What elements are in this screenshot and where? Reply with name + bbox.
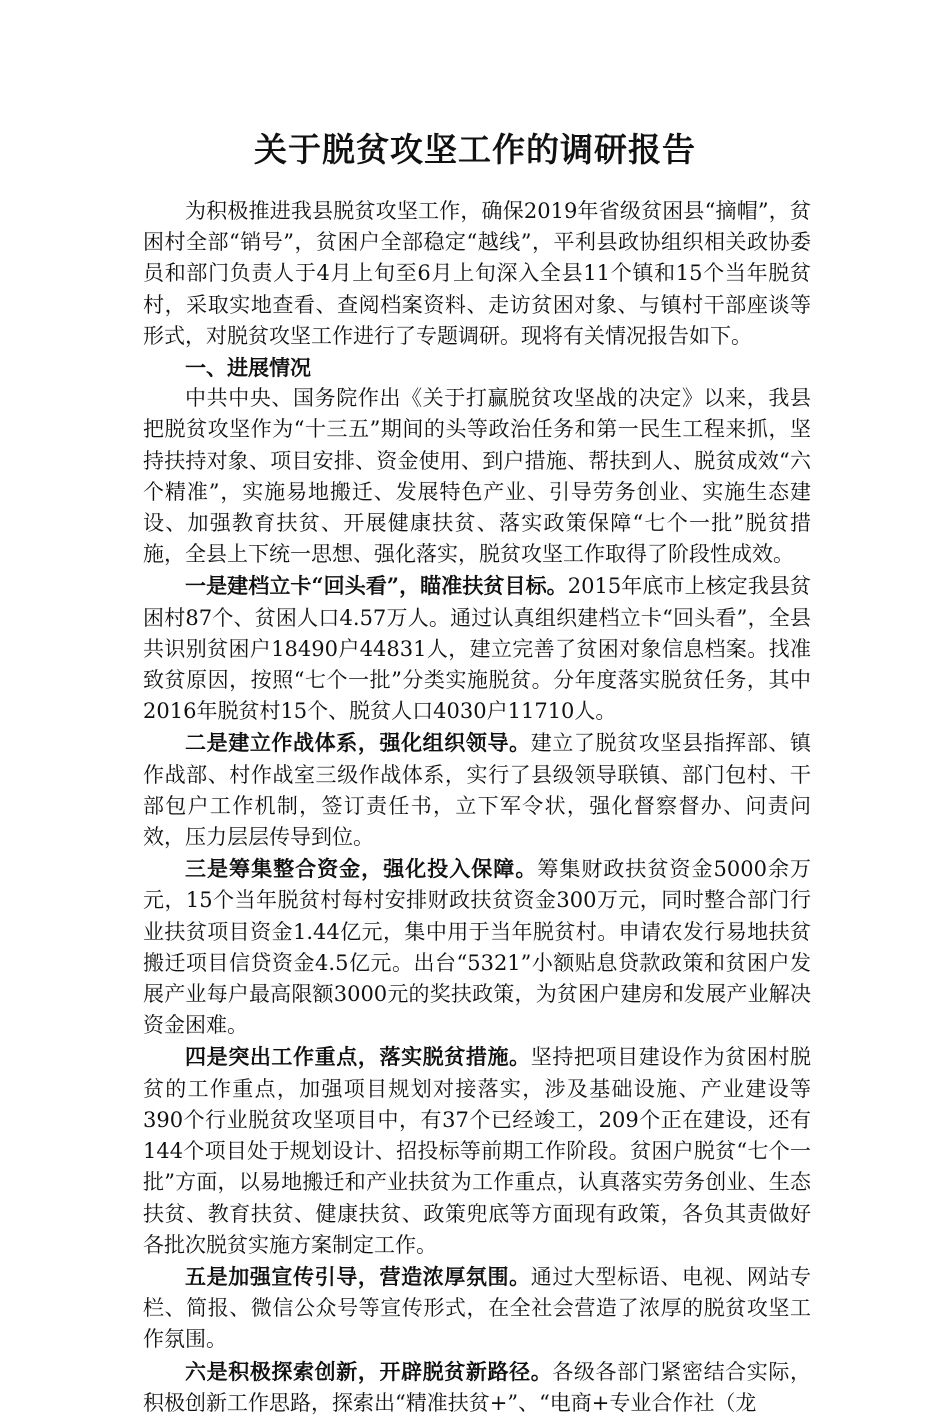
item-lead-5: 五是加强宣传引导，营造浓厚氛围。 <box>185 1263 531 1289</box>
document-title: 关于脱贫攻坚工作的调研报告 <box>254 130 696 169</box>
item-lead-6: 六是积极探索创新，开辟脱贫新路径。 <box>185 1358 553 1384</box>
item-text-3: 筹集财政扶贫资金5000余万元，15个当年脱贫村每村安排财政扶贫资金300万元，同时整合部门行业扶贫项目资金1.44亿元，集中用于当年脱贫村。申请农发行易地扶贫搬迁项目信贷资金4.5亿元。出台“5321”小额贴息贷款政策和贫困户发展产业每户最高限额3000元的奖扶政策，为贫困户建房和发展产业解决资金困难。 <box>143 857 811 1038</box>
document-body <box>143 196 811 1419</box>
item-lead-4: 四是突出工作重点，落实脱贫措施。 <box>185 1044 531 1070</box>
item-paragraph-5 <box>143 1261 811 1356</box>
item-text-2: 建立了脱贫攻坚县指挥部、镇作战部、村作战室三级作战体系，实行了县级领导联镇、部门包村、干部包户工作机制，签订责任书，立下军令状，强化督察督办、问责问效，压力层层传导到位。 <box>143 731 812 850</box>
item-lead-3: 三是筹集整合资金，强化投入保障。 <box>185 856 538 882</box>
item-paragraph-6 <box>143 1356 811 1419</box>
progress-overview-paragraph: 中共中央、国务院作出《关于打赢脱贫攻坚战的决定》以来，我县把脱贫攻坚作为“十三五”期间的头等政治任务和第一民生工程来抓，坚持扶持对象、项目安排、资金使用、到户措施、帮扶到人、脱贫成效“六个精准”，实施易地搬迁、发展特色产业、引导劳务创业、实施生态建设、加强教育扶贫、开展健康扶贫、落实政策保障“七个一批”脱贫措施，全县上下统一思想、强化落实，脱贫攻坚工作取得了阶段性成效。 <box>143 386 811 567</box>
section-heading-progress: 一、进展情况 <box>185 355 311 381</box>
item-text-6: 各级各部门紧密结合实际，积极创新工作思路，探索出“精准扶贫+”、“电商+专业合作社（龙 <box>143 1359 812 1415</box>
item-paragraph-3 <box>143 853 811 1041</box>
item-text-5: 通过大型标语、电视、网站专栏、简报、微信公众号等宣传形式，在全社会营造了浓厚的脱贫攻坚工作氛围。 <box>143 1264 812 1352</box>
item-paragraph-4 <box>143 1041 811 1260</box>
item-paragraph-1 <box>143 570 811 727</box>
item-paragraph-2 <box>143 727 811 853</box>
item-text-1: 2015年底市上核定我县贫困村87个、贫困人口4.57万人。通过认真组织建档立卡“回头看”，全县共识别贫困户18490户44831人，建立完善了贫困对象信息档案。找准致贫原因，按照“七个一批”分类实施脱贫。分年度落实脱贫任务，其中2016年脱贫村15个、脱贫人口4030户11710人。 <box>143 574 811 724</box>
item-lead-2: 二是建立作战体系，强化组织领导。 <box>185 730 531 756</box>
item-text-4: 坚持把项目建设作为贫困村脱贫的工作重点，加强项目规划对接落实，涉及基础设施、产业建设等390个行业脱贫攻坚项目中，有37个已经竣工，209个正在建设，还有144个项目处于规划设计、招投标等前期工作阶段。贫困户脱贫“七个一批”方面，以易地搬迁和产业扶贫为工作重点，认真落实劳务创业、生态扶贫、教育扶贫、健康扶贫、政策兜底等方面现有政策，各负其责做好各批次脱贫实施方案制定工作。 <box>143 1045 812 1257</box>
intro-paragraph: 为积极推进我县脱贫攻坚工作，确保2019年省级贫困县“摘帽”，贫困村全部“销号”，贫困户全部稳定“越线”，平利县政协组织相关政协委员和部门负责人于4月上旬至6月上旬深入全县11个镇和15个当年脱贫村，采取实地查看、查阅档案资料、走访贫困对象、与镇村干部座谈等形式，对脱贫攻坚工作进行了专题调研。现将有关情况报告如下。 <box>143 199 811 348</box>
item-lead-1: 一是建档立卡“回头看”，瞄准扶贫目标。 <box>185 573 568 599</box>
